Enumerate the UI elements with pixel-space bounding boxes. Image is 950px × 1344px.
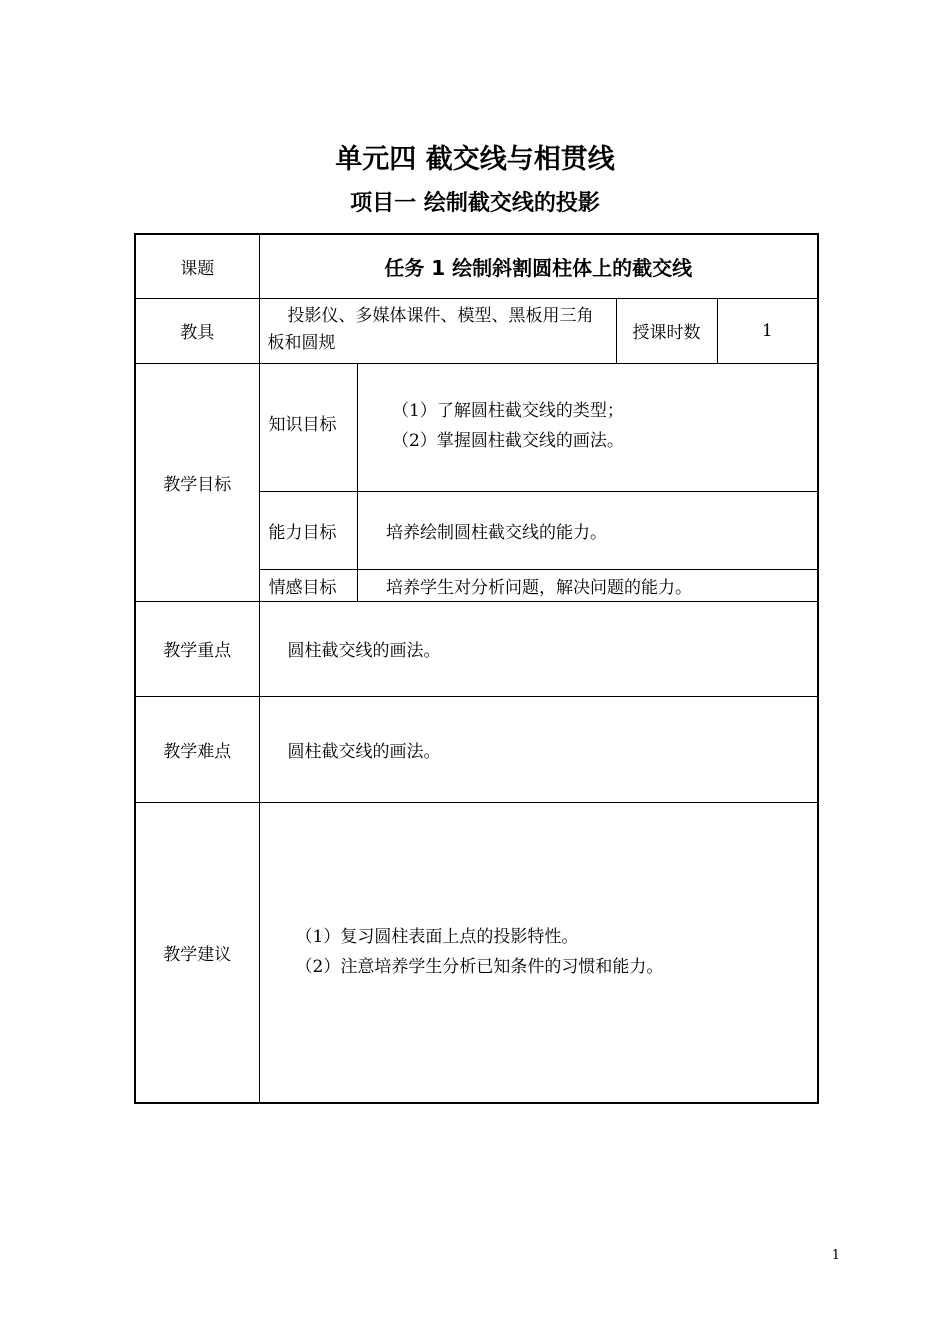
objectives-row bbox=[135, 363, 818, 601]
knowledge-row bbox=[260, 364, 818, 492]
objectives-subtable bbox=[260, 364, 818, 601]
topic-value: 任务 1 绘制斜割圆柱体上的截交线 bbox=[259, 234, 818, 298]
ability-label: 能力目标 bbox=[260, 492, 358, 570]
emotion-label: 情感目标 bbox=[260, 570, 358, 601]
hours-value: 1 bbox=[717, 298, 818, 363]
difficulty-value: 圆柱截交线的画法。 bbox=[259, 696, 818, 802]
topic-row bbox=[135, 234, 818, 298]
focus-row bbox=[135, 601, 818, 696]
advice-label: 教学建议 bbox=[135, 802, 259, 1103]
focus-value: 圆柱截交线的画法。 bbox=[259, 601, 818, 696]
emotion-row bbox=[260, 570, 818, 601]
lesson-plan-table bbox=[134, 233, 819, 1104]
unit-title: 单元四 截交线与相贯线 bbox=[335, 144, 615, 175]
advice-value bbox=[259, 802, 818, 1103]
advice-row bbox=[135, 802, 818, 1103]
knowledge-item: （2）掌握圆柱截交线的画法。 bbox=[392, 430, 624, 451]
difficulty-label: 教学难点 bbox=[135, 696, 259, 802]
project-title: 项目一 绘制截交线的投影 bbox=[350, 191, 600, 216]
hours-label: 授课时数 bbox=[616, 298, 717, 363]
objectives-cell bbox=[259, 363, 818, 601]
equipment-row bbox=[135, 298, 818, 363]
difficulty-row bbox=[135, 696, 818, 802]
equipment-value: 投影仪、多媒体课件、模型、黑板用三角板和圆规 bbox=[259, 298, 616, 363]
emotion-value: 培养学生对分析问题，解决问题的能力。 bbox=[358, 570, 818, 601]
ability-value: 培养绘制圆柱截交线的能力。 bbox=[358, 492, 818, 570]
knowledge-label: 知识目标 bbox=[260, 364, 358, 492]
page-number: 1 bbox=[831, 1248, 840, 1263]
knowledge-value bbox=[358, 364, 818, 492]
advice-item: （1）复习圆柱表面上点的投影特性。 bbox=[295, 927, 579, 948]
objectives-label: 教学目标 bbox=[135, 363, 259, 601]
ability-row bbox=[260, 492, 818, 570]
topic-label: 课题 bbox=[135, 234, 259, 298]
focus-label: 教学重点 bbox=[135, 601, 259, 696]
knowledge-item: （1）了解圆柱截交线的类型； bbox=[392, 400, 624, 421]
equipment-label: 教具 bbox=[135, 298, 259, 363]
advice-item: （2）注意培养学生分析已知条件的习惯和能力。 bbox=[295, 957, 664, 978]
